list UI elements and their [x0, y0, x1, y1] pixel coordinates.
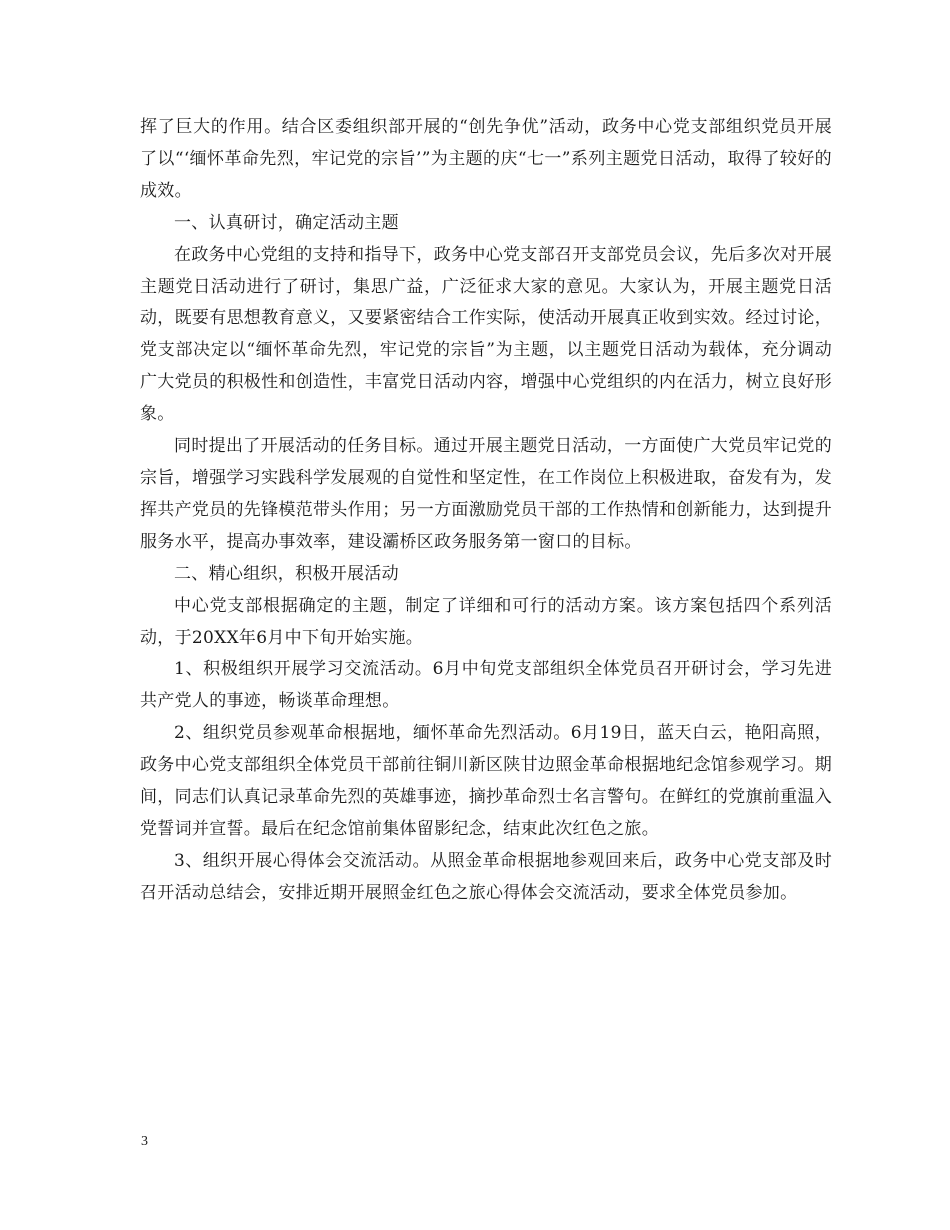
list-item-2: 2、组织党员参观革命根据地，缅怀革命先烈活动。6月19日，蓝天白云，艳阳高照，政务中心党支部组织全体党员干部前往铜川新区陕甘边照金革命根据地纪念馆参观学习。期间，同志们认真记录革命先烈的英雄事迹，摘抄革命烈士名言警句。在鲜红的党旗前重温入党誓词并宣誓。最后在纪念馆前集体留影纪念，结束此次红色之旅。 [140, 723, 832, 839]
paragraph-goals: 同时提出了开展活动的任务目标。通过开展主题党日活动，一方面使广大党员牢记党的宗旨，增强学习实践科学发展观的自觉性和坚定性，在工作岗位上积极进取，奋发有为，发挥共产党员的先锋模范带头作用；另一方面激励党员干部的工作热情和创新能力，达到提升服务水平，提高办事效率，建设灞桥区政务服务第一窗口的目标。 [140, 436, 832, 552]
document-body [140, 112, 832, 910]
section-heading-2: 二、精心组织，积极开展活动 [174, 563, 399, 584]
page-number: 3 [141, 1134, 148, 1149]
section-heading-1: 一、认真研讨，确定活动主题 [174, 212, 399, 233]
list-item-1: 1、积极组织开展学习交流活动。6月中旬党支部组织全体党员召开研讨会，学习先进共产党人的事迹，畅谈革命理想。 [140, 659, 832, 712]
paragraph-plan: 中心党支部根据确定的主题，制定了详细和可行的活动方案。该方案包括四个系列活动，于20XX年6月中下旬开始实施。 [140, 595, 832, 648]
list-item-3: 3、组织开展心得体会交流活动。从照金革命根据地参观回来后，政务中心党支部及时召开活动总结会，安排近期开展照金红色之旅心得体会交流活动，要求全体党员参加。 [140, 850, 832, 903]
paragraph-discussion: 在政务中心党组的支持和指导下，政务中心党支部召开支部党员会议，先后多次对开展主题党日活动进行了研讨，集思广益，广泛征求大家的意见。大家认为，开展主题党日活动，既要有思想教育意义，又要紧密结合工作实际，使活动开展真正收到实效。经过讨论，党支部决定以“缅怀革命先烈，牢记党的宗旨”为主题，以主题党日活动为载体，充分调动广大党员的积极性和创造性，丰富党日活动内容，增强中心党组织的内在活力，树立良好形象。 [140, 244, 832, 425]
paragraph-continuation: 挥了巨大的作用。结合区委组织部开展的“创先争优”活动，政务中心党支部组织党员开展了以“‘缅怀革命先烈，牢记党的宗旨’”为主题的庆“七一”系列主题党日活动，取得了较好的成效。 [140, 117, 832, 201]
